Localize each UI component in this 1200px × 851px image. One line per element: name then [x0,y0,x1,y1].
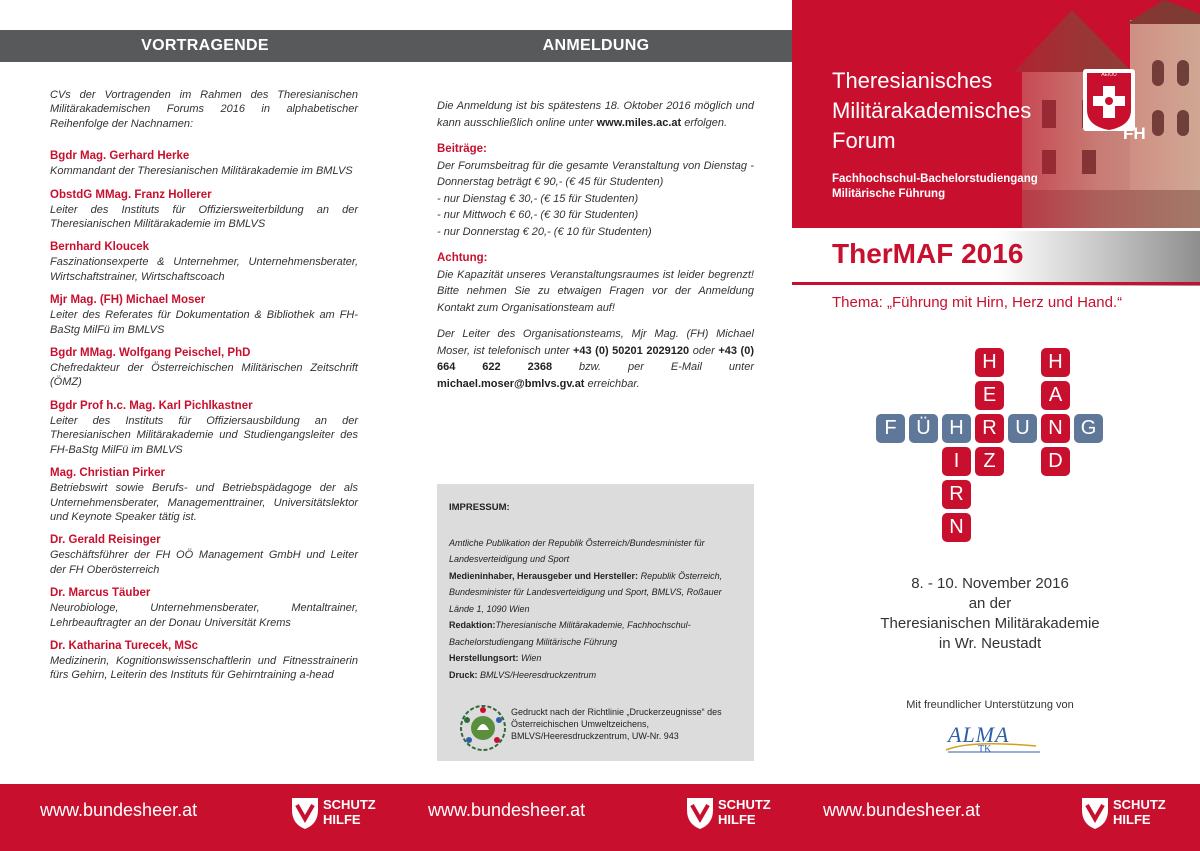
tile-letter: F [876,414,905,443]
speaker-description: Betriebswirt sowie Berufs- und Betriebspädagoge der als Unternehmensberater, Managementtrainer, Universitätslektor und Keynote Speaker tätig ist. [50,482,358,523]
registration-column [437,98,754,392]
fh-logo-text: FH [1123,124,1146,143]
speaker-name: Bgdr MMag. Wolfgang Peischel, PhD [50,347,251,360]
contact-mid-2: bzw. per E-Mail unter [552,361,755,373]
shield-icon [685,796,715,830]
sponsor-name: ALMA [948,722,1010,747]
tile-letter: R [942,480,971,509]
forum-title-line: Forum [832,128,896,153]
speaker-entry [50,293,358,337]
event-location-line: an der [968,595,1012,612]
speaker-entry [50,586,358,630]
speaker-name: Bgdr Mag. Gerhard Herke [50,150,190,163]
attention-text: Die Kapazität unseres Veranstaltungsraumes ist leider begrenzt! Bitte nehmen Sie zu etwaigen Fragen vor der Anmeldung Kontakt zum Organisationsteam auf! [437,268,754,314]
tile-letter: A [1041,381,1070,410]
registration-link[interactable]: www.miles.ac.at [596,116,682,129]
tile-letter: H [942,414,971,443]
speaker-description: Kommandant der Theresianischen Militärakademie im BMLVS [50,165,353,178]
impressum-box [437,484,754,761]
schutz-hilfe-logo [290,796,376,832]
contact-section [437,326,754,392]
schutz-hilfe-logo [685,796,771,832]
logo-text-hilfe: HILFE [323,812,361,827]
speaker-description: Leiter des Instituts für Offiziersweiterbildung an der Theresianischen Militärakademie im BMLVS [50,203,358,231]
tile-letter: Z [975,447,1004,476]
speaker-entry [50,346,358,390]
cover-banner [792,0,1200,228]
speaker-entry [50,188,358,232]
shield-icon [290,796,320,830]
impressum-editor [449,617,742,650]
tile-letter: I [942,447,971,476]
forum-title-line: Theresianisches [832,68,993,93]
speaker-name: Bernhard Kloucek [50,241,150,254]
contact-mid: oder [689,344,719,357]
forum-title-line: Militärakademisches [832,98,1032,123]
speaker-entry [50,533,358,577]
impressum-owner [449,568,742,618]
logo-text-schutz: SCHUTZ [323,797,376,812]
event-date: 8. - 10. November 2016 [911,575,1069,592]
tile-letter: D [1041,447,1070,476]
event-location-line: Theresianischen Militärakademie [880,615,1100,632]
speaker-description: Faszinationsexperte & Unternehmer, Unternehmensberater, Wirtschaftstrainer, Wirtschaftscoach [50,256,358,283]
impressum-print-text: BMLVS/Heeresdruckzentrum [477,669,597,680]
tile-letter: H [975,348,1004,377]
event-details [860,574,1120,654]
speaker-entry [50,639,358,683]
logo-text-hilfe: HILFE [1113,812,1151,827]
program-subtitle [832,172,1038,202]
speaker-description: Geschäftsführer der FH OÖ Management GmbH und Leiter der FH Oberösterreich [50,549,358,576]
speaker-name: Dr. Marcus Täuber [50,587,151,600]
schutz-hilfe-logo [1080,796,1166,832]
contact-phone-2[interactable]: +43 (0) 664 622 2368 [437,344,754,373]
speakers-intro: CVs der Vortragenden im Rahmen des Theresianischen Militärakademischen Forums 2016 in alphabetischer Reihenfolge der Nachnamen: [50,89,358,130]
tile-letter: R [975,414,1004,443]
attention-section [437,250,754,316]
speaker-description: Medizinerin, Kognitionswissenschaftlerin und Fitnesstrainerin fürs Gehirn, Leiterin des Instituts für Gehirntraining a-head [50,654,358,682]
impressum-owner-label: Medieninhaber, Herausgeber und Hersteller: [449,570,639,581]
contact-post: erreichbar. [584,377,640,390]
speaker-name: ObstdG MMag. Franz Hollerer [50,188,212,201]
attention-title: Achtung: [437,252,488,264]
impressum-official: Amtliche Publikation der Republik Österreich/Bundesminister für Landesverteidigung und Sport [449,537,705,564]
title-divider [792,282,1200,285]
speaker-entry [50,466,358,524]
fees-section [437,141,754,240]
footer-url-link[interactable]: www.bundesheer.at [428,800,586,820]
speakers-column [50,88,358,692]
sponsor-sub: TK [978,744,992,755]
speaker-description: Leiter des Instituts für Offiziersausbildung an der Theresianischen Militärakademie und Studiengangsleiter des FH-BaStg MilFü im BMLVS [50,414,358,456]
contact-pre: Der Leiter des Organisationsteams, Mjr Mag. (FH) Michael Moser, ist telefonisch unter [437,328,754,357]
speaker-name: Mag. Christian Pirker [50,467,166,480]
program-subtitle-line: Fachhochschul-Bachelorstudiengang [832,173,1038,185]
logo-text-hilfe: HILFE [718,812,756,827]
speaker-description: Neurobiologe, Unternehmensberater, Mentaltrainer, Lehrbeauftragter an der Donau Universität Krems [50,602,358,629]
impressum-title: IMPRESSUM: [449,502,510,513]
fees-title: Beiträge: [437,143,487,155]
impressum-print-label: Druck: [449,669,478,680]
eco-label-text: Gedruckt nach der Richtlinie „Druckerzeugnisse“ des Österreichischen Umweltzeichens, BMLVS/Heeresdruckzentrum, UW-Nr. 943 [511,707,722,741]
fee-item: - nur Dienstag € 30,- (€ 15 für Studenten) [437,192,639,205]
impressum-print [449,667,742,684]
event-title: TherMAF 2016 [832,238,1024,269]
program-subtitle-line: Militärische Führung [832,188,946,200]
impressum-owner-text: Republik Österreich, Bundesminister für Landesverteidigung und Sport, BMLVS, Roßauer Lände 1, 1090 Wien [449,570,723,614]
impressum-place [449,650,742,667]
contact-text [437,326,754,392]
eco-label-icon [457,702,509,754]
crest-year: 1752 [1103,123,1115,129]
speaker-entry [50,240,358,284]
speaker-entry [50,399,358,457]
forum-title [832,66,1031,156]
tile-letter: H [1041,348,1070,377]
tile-letter: U [1008,414,1037,443]
fee-item: - nur Mittwoch € 60,- (€ 30 für Studenten) [437,209,639,221]
contact-phone-1[interactable]: +43 (0) 50201 2029120 [572,344,690,357]
tile-letter: G [1074,414,1103,443]
logo-text-schutz: SCHUTZ [718,797,771,812]
footer-url-link[interactable]: www.bundesheer.at [823,800,981,820]
event-theme: Thema: „Führung mit Hirn, Herz und Hand.“ [832,294,1123,311]
speaker-description: Chefredakteur der Österreichischen Militärischen Zeitschrift (ÖMZ) [50,362,358,389]
registration-intro-text: Die Anmeldung ist bis spätestens 18. Oktober 2016 möglich und kann ausschließlich online unter [437,100,754,129]
event-location-line: in Wr. Neustadt [938,635,1042,652]
registration-intro-end: erfolgen. [681,116,728,129]
speaker-description: Leiter des Referates für Dokumentation & Bibliothek am FH-BaStg MilFü im BMLVS [50,309,358,336]
tile-letter: N [1041,414,1070,443]
support-text: Mit freundlicher Unterstützung von [906,699,1074,711]
logo-text-schutz: SCHUTZ [1113,797,1166,812]
impressum-editor-text: Theresianische Militärakademie, Fachhochschul-Bachelorstudiengang Militärische Führung [449,620,691,647]
speaker-name: Dr. Gerald Reisinger [50,534,161,547]
fee-item: - nur Donnerstag € 20,- (€ 10 für Studenten) [437,225,652,238]
speakers-heading: VORTRAGENDE [141,37,269,54]
footer-url-link[interactable]: www.bundesheer.at [40,800,198,820]
tile-letter: E [975,381,1004,410]
contact-email-link[interactable]: michael.moser@bmlvs.gv.at [437,377,585,390]
registration-heading: ANMELDUNG [542,37,650,54]
sponsor-logo [940,720,1050,760]
speaker-name: Mjr Mag. (FH) Michael Moser [50,294,206,307]
tile-letter: N [942,513,971,542]
impressum-place-text: Wien [518,653,542,663]
speaker-name: Dr. Katharina Turecek, MSc [50,639,199,652]
speaker-name: Bgdr Prof h.c. Mag. Karl Pichlkastner [50,399,253,412]
speaker-entry [50,149,358,178]
impressum-place-label: Herstellungsort: [449,653,519,663]
registration-intro [437,98,754,131]
impressum-editor-label: Redaktion: [449,620,496,630]
shield-icon [1080,796,1110,830]
crest-motto: AEIOU [1101,72,1117,78]
fees-intro: Der Forumsbeitrag für die gesamte Veranstaltung von Dienstag - Donnerstag beträgt € 90,- (€ 45 für Studenten) [437,159,754,188]
tile-letter: Ü [909,414,938,443]
